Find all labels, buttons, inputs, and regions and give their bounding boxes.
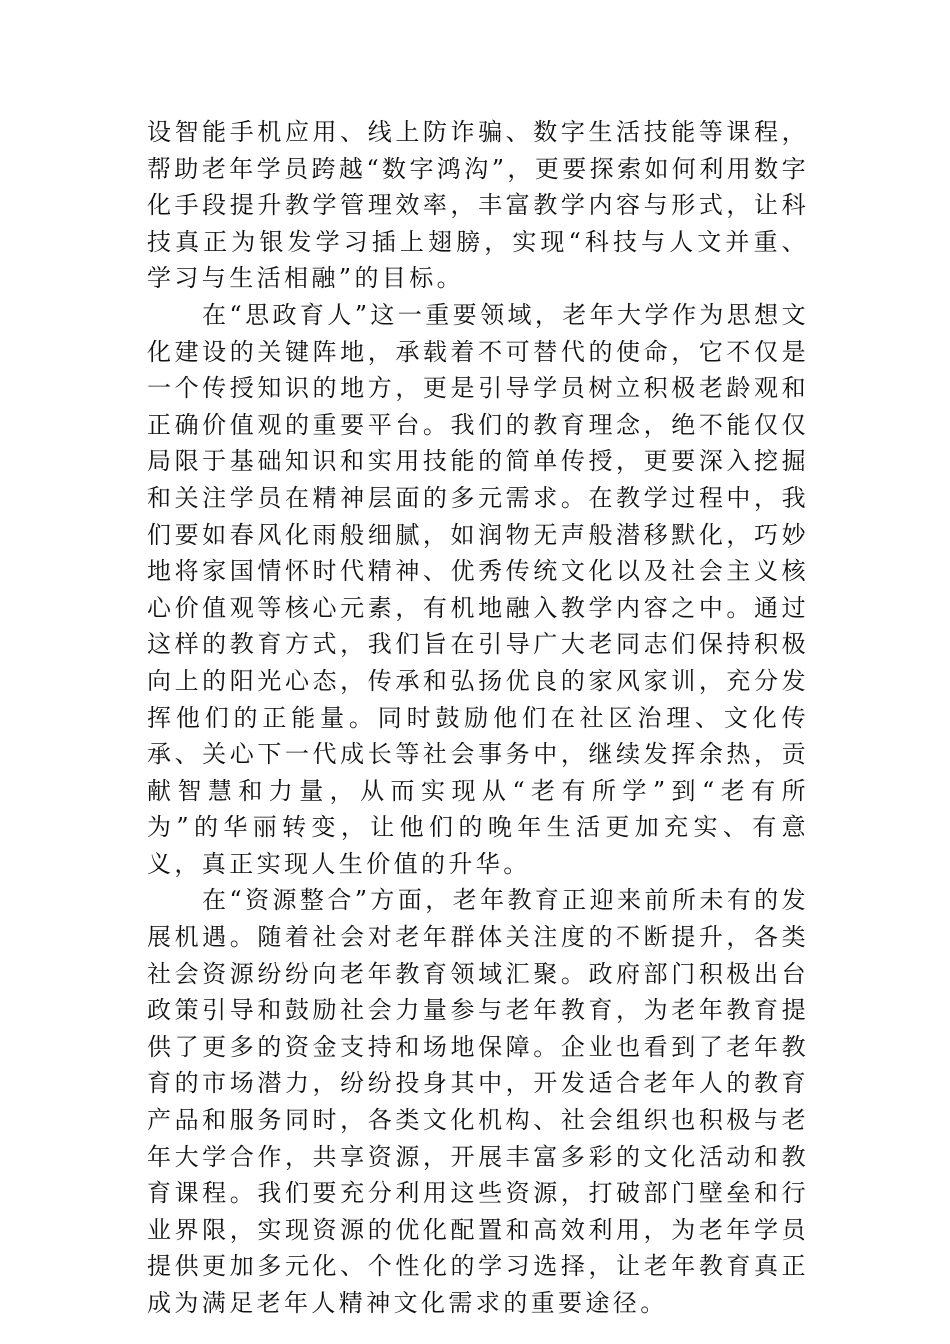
document-page <box>147 114 809 1322</box>
paragraph-3: 在“资源整合”方面，老年教育正迎来前所未有的发展机遇。随着社会对老年群体关注度的不断提升，各类社会资源纷纷向老年教育领域汇聚。政府部门积极出台政策引导和鼓励社会力量参与老年教育，为老年教育提供了更多的资金支持和场地保障。企业也看到了老年教育的市场潜力，纷纷投身其中，开发适合老年人的教育产品和服务同时，各类文化机构、社会组织也积极与老年大学合作，共享资源，开展丰富多彩的文化活动和教育课程。我们要充分利用这些资源，打破部门壁垒和行业界限，实现资源的优化配置和高效利用，为老年学员提供更加多元化、个性化的学习选择，让老年教育真正成为满足老年人精神文化需求的重要途径。 <box>147 886 809 1317</box>
paragraph-1: 设智能手机应用、线上防诈骗、数字生活技能等课程，帮助老年学员跨越“数字鸿沟”，更要探索如何利用数字化手段提升教学管理效率，丰富教学内容与形式，让科技真正为银发学习插上翅膀，实现“科技与人文并重、学习与生活相融”的目标。 <box>147 118 809 293</box>
paragraph-2: 在“思政育人”这一重要领域，老年大学作为思想文化建设的关键阵地，承载着不可替代的使命，它不仅是一个传授知识的地方，更是引导学员树立积极老龄观和正确价值观的重要平台。我们的教育理念，绝不能仅仅局限于基础知识和实用技能的简单传授，更要深入挖掘和关注学员在精神层面的多元需求。在教学过程中，我们要如春风化雨般细腻，如润物无声般潜移默化，巧妙地将家国情怀时代精神、优秀传统文化以及社会主义核心价值观等核心元素，有机地融入教学内容之中。通过这样的教育方式，我们旨在引导广大老同志们保持积极向上的阳光心态，传承和弘扬优良的家风家训，充分发挥他们的正能量。同时鼓励他们在社区治理、文化传承、关心下一代成长等社会事务中，继续发挥余热，贡献智慧和力量，从而实现从“老有所学”到“老有所为”的华丽转变，让他们的晚年生活更加充实、有意义，真正实现人生价值的升华。 <box>147 300 809 878</box>
